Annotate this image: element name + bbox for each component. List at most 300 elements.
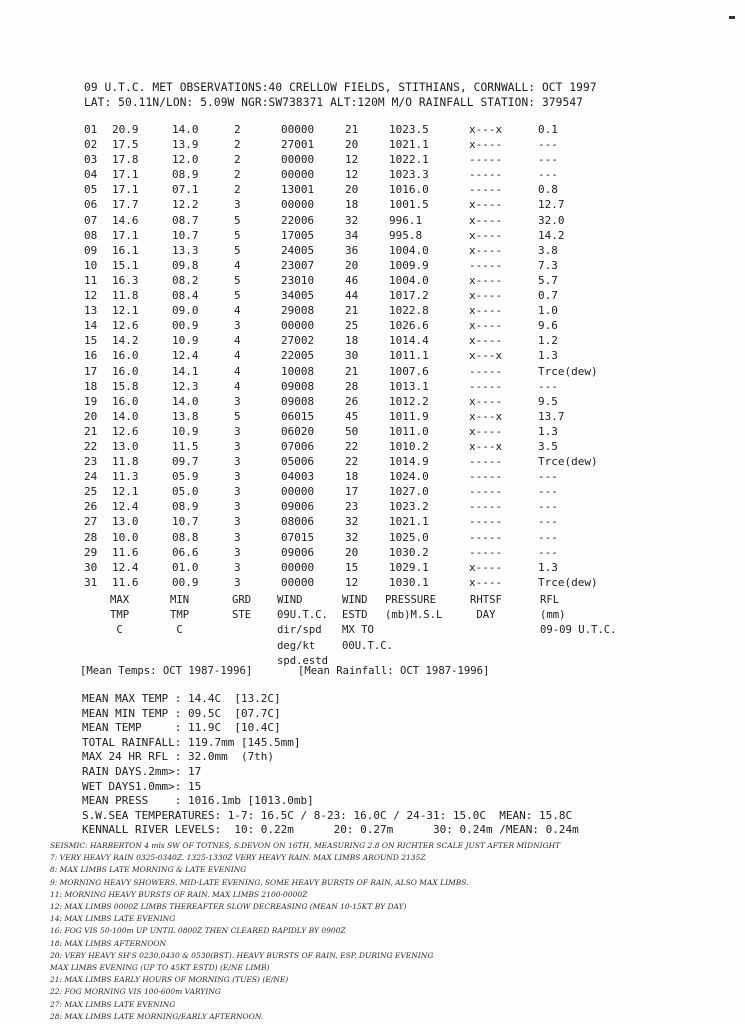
cell-wind-09utc: 07006 — [281, 439, 315, 453]
cell-pressure: 1013.1 — [389, 379, 429, 393]
cell-max-temp: 20.9 — [112, 123, 139, 136]
cell-pressure: 1007.6 — [389, 364, 429, 378]
note-line: 18: MAX LIMBS AFTERNOON — [50, 938, 167, 948]
col-min-tmp: MIN TMP C — [170, 594, 190, 637]
cell-wind-max-estd: 44 — [345, 289, 359, 303]
cell-max-temp: 14.2 — [112, 334, 139, 348]
cell-pressure: 1027.0 — [389, 485, 429, 499]
note-line: 12: MAX LIMBS 0000Z LIMBS THEREAFTER SLOW DECREASING (MEAN 10-15KT BY DAY) — [50, 902, 407, 912]
cell-wind-09utc: 00000 — [281, 198, 315, 212]
cell-rhtsf: x---x — [469, 409, 503, 423]
cell-day: 30 — [84, 560, 98, 574]
cell-rainfall: 1.2 — [538, 334, 558, 348]
cell-rainfall: 9.6 — [538, 319, 558, 333]
cell-wind-max-estd: 23 — [345, 500, 359, 514]
cell-wind-09utc: 04003 — [281, 470, 315, 484]
cell-day: 16 — [84, 349, 98, 363]
col-rfl: RFL (mm) 09-09 U.T.C. — [540, 594, 617, 637]
cell-day: 31 — [84, 575, 98, 589]
cell-rhtsf: ----- — [469, 153, 503, 167]
cell-rainfall: Trce(dew) — [538, 455, 598, 469]
cell-ground-state: 2 — [234, 183, 241, 197]
cell-rainfall: Trce(dew) — [538, 364, 598, 378]
cell-wind-max-estd: 15 — [345, 560, 359, 574]
cell-pressure: 1025.0 — [389, 530, 429, 544]
cell-day: 22 — [84, 439, 98, 453]
cell-min-temp: 10.9 — [172, 334, 199, 348]
cell-rhtsf: x---x — [469, 123, 503, 136]
cell-day: 02 — [84, 138, 98, 152]
cell-rhtsf: x---- — [469, 228, 503, 242]
cell-ground-state: 5 — [234, 243, 241, 257]
cell-rhtsf: x---- — [469, 560, 503, 574]
cell-rhtsf: x---- — [469, 289, 503, 303]
cell-pressure: 1023.2 — [389, 500, 429, 514]
stat-line: WET DAYS1.0mm>: 15 — [82, 779, 202, 793]
col-max-tmp: MAX TMP C — [110, 594, 130, 637]
cell-min-temp: 14.1 — [172, 364, 199, 378]
cell-rainfall: 14.2 — [538, 228, 565, 242]
note-line: 27: MAX LIMBS LATE EVENING — [50, 999, 176, 1009]
cell-max-temp: 11.8 — [112, 289, 139, 303]
cell-pressure: 1010.2 — [389, 439, 429, 453]
cell-wind-09utc: 34005 — [281, 289, 315, 303]
river-levels-line: KENNALL RIVER LEVELS: 10: 0.22m 20: 0.27m 30: 0.24m /MEAN: 0.24m — [82, 823, 579, 837]
cell-ground-state: 4 — [234, 304, 241, 318]
cell-rhtsf: ----- — [469, 455, 503, 469]
cell-pressure: 1023.5 — [389, 123, 429, 136]
cell-wind-max-estd: 20 — [345, 138, 359, 152]
cell-max-temp: 16.0 — [112, 349, 139, 363]
cell-wind-max-estd: 20 — [345, 545, 359, 559]
cell-wind-09utc: 23010 — [281, 273, 315, 287]
cell-wind-max-estd: 18 — [345, 198, 359, 212]
cell-day: 24 — [84, 470, 98, 484]
cell-max-temp: 14.6 — [112, 213, 139, 227]
cell-day: 28 — [84, 530, 98, 544]
cell-pressure: 1012.2 — [389, 394, 429, 408]
cell-rhtsf: ----- — [469, 470, 503, 484]
note-line: 22: FOG MORNING VIS 100-600m VARYING — [50, 987, 221, 997]
cell-day: 11 — [84, 273, 98, 287]
cell-wind-max-estd: 12 — [345, 168, 359, 182]
cell-rainfall: 3.8 — [538, 243, 558, 257]
cell-max-temp: 17.1 — [112, 168, 139, 182]
cell-max-temp: 12.1 — [112, 485, 139, 499]
cell-wind-max-estd: 50 — [345, 424, 359, 438]
cell-ground-state: 5 — [234, 273, 241, 287]
cell-pressure: 1030.2 — [389, 545, 429, 559]
cell-wind-09utc: 27002 — [281, 334, 315, 348]
cell-day: 04 — [84, 168, 98, 182]
cell-ground-state: 3 — [234, 455, 241, 469]
cell-ground-state: 4 — [234, 349, 241, 363]
note-line: 11: MORNING HEAVY BURSTS OF RAIN. MAX LIMBS 2100-0000Z — [50, 889, 308, 899]
sea-temps-line: S.W.SEA TEMPERATURES: 1-7: 16.5C / 8-23: 16.0C / 24-31: 15.0C MEAN: 15.8C — [82, 808, 573, 822]
cell-max-temp: 12.6 — [112, 319, 139, 333]
cell-wind-09utc: 00000 — [281, 319, 315, 333]
cell-wind-max-estd: 21 — [345, 123, 359, 136]
cell-pressure: 1030.1 — [389, 575, 429, 589]
cell-day: 05 — [84, 183, 98, 197]
cell-wind-09utc: 00000 — [281, 560, 315, 574]
cell-rhtsf: x---- — [469, 304, 503, 318]
stat-line: MAX 24 HR RFL : 32.0mm (7th) — [82, 750, 275, 764]
cell-wind-max-estd: 20 — [345, 258, 359, 272]
cell-wind-max-estd: 18 — [345, 470, 359, 484]
cell-wind-max-estd: 22 — [345, 455, 359, 469]
cell-ground-state: 2 — [234, 168, 241, 182]
cell-rainfall: 0.7 — [538, 289, 558, 303]
cell-ground-state: 5 — [234, 289, 241, 303]
cell-day: 10 — [84, 258, 98, 272]
cell-wind-09utc: 22005 — [281, 349, 315, 363]
cell-min-temp: 14.0 — [172, 123, 199, 136]
cell-ground-state: 5 — [234, 409, 241, 423]
header-line-2: LAT: 50.11N/LON: 5.09W NGR:SW738371 ALT:120M M/O RAINFALL STATION: 379547 — [84, 96, 583, 109]
cell-pressure: 1029.1 — [389, 560, 429, 574]
cell-wind-max-estd: 25 — [345, 319, 359, 333]
cell-min-temp: 12.0 — [172, 153, 199, 167]
stat-line: MEAN MAX TEMP : 14.4C [13.2C] — [82, 692, 281, 705]
cell-rhtsf: x---- — [469, 319, 503, 333]
cell-day: 01 — [84, 123, 98, 136]
cell-min-temp: 08.2 — [172, 273, 199, 287]
cell-wind-max-estd: 32 — [345, 530, 359, 544]
cell-rainfall: 13.7 — [538, 409, 565, 423]
cell-max-temp: 12.6 — [112, 424, 139, 438]
cell-ground-state: 4 — [234, 258, 241, 272]
cell-rhtsf: x---- — [469, 575, 503, 589]
cell-ground-state: 5 — [234, 213, 241, 227]
cell-rhtsf: ----- — [469, 258, 503, 272]
cell-pressure: 1011.9 — [389, 409, 429, 423]
cell-min-temp: 13.8 — [172, 409, 199, 423]
cell-rainfall: 5.7 — [538, 273, 558, 287]
cell-wind-max-estd: 34 — [345, 228, 359, 242]
cell-min-temp: 08.7 — [172, 213, 199, 227]
cell-max-temp: 11.6 — [112, 575, 139, 589]
cell-pressure: 1004.0 — [389, 273, 429, 287]
cell-rhtsf: ----- — [469, 545, 503, 559]
cell-max-temp: 12.4 — [112, 500, 139, 514]
cell-pressure: 1001.5 — [389, 198, 429, 212]
cell-day: 19 — [84, 394, 98, 408]
cell-rainfall: 32.0 — [538, 213, 565, 227]
cell-rainfall: 1.0 — [538, 304, 558, 318]
cell-max-temp: 11.3 — [112, 470, 139, 484]
cell-wind-09utc: 23007 — [281, 258, 315, 272]
cell-day: 15 — [84, 334, 98, 348]
cell-wind-09utc: 08006 — [281, 515, 315, 529]
cell-max-temp: 13.0 — [112, 515, 139, 529]
cell-wind-max-estd: 30 — [345, 349, 359, 363]
cell-wind-09utc: 17005 — [281, 228, 315, 242]
cell-wind-max-estd: 12 — [345, 575, 359, 589]
cell-ground-state: 3 — [234, 319, 241, 333]
cell-ground-state: 3 — [234, 560, 241, 574]
cell-rhtsf: ----- — [469, 364, 503, 378]
cell-rhtsf: x---- — [469, 394, 503, 408]
cell-max-temp: 17.5 — [112, 138, 139, 152]
cell-pressure: 1009.9 — [389, 258, 429, 272]
cell-min-temp: 13.3 — [172, 243, 199, 257]
cell-pressure: 1014.4 — [389, 334, 429, 348]
cell-min-temp: 09.7 — [172, 455, 199, 469]
cell-pressure: 1011.1 — [389, 349, 429, 363]
cell-day: 26 — [84, 500, 98, 514]
cell-pressure: 1024.0 — [389, 470, 429, 484]
cell-min-temp: 09.8 — [172, 258, 199, 272]
cell-rainfall: 1.3 — [538, 349, 558, 363]
cell-ground-state: 4 — [234, 379, 241, 393]
cell-max-temp: 10.0 — [112, 530, 139, 544]
cell-wind-09utc: 09006 — [281, 500, 315, 514]
cell-max-temp: 17.1 — [112, 183, 139, 197]
cell-pressure: 1022.1 — [389, 153, 429, 167]
cell-wind-max-estd: 36 — [345, 243, 359, 257]
cell-rainfall: --- — [538, 138, 558, 152]
note-line: MAX LIMBS EVENING (UP TO 45KT ESTD) (E/NE LIMB) — [50, 963, 270, 973]
cell-day: 06 — [84, 198, 98, 212]
cell-rainfall: 0.1 — [538, 123, 558, 136]
cell-rainfall: --- — [538, 485, 558, 499]
cell-min-temp: 10.7 — [172, 515, 199, 529]
cell-max-temp: 15.8 — [112, 379, 139, 393]
cell-rainfall: --- — [538, 500, 558, 514]
cell-day: 27 — [84, 515, 98, 529]
cell-rainfall: --- — [538, 515, 558, 529]
cell-wind-max-estd: 12 — [345, 153, 359, 167]
cell-max-temp: 14.0 — [112, 409, 139, 423]
cell-rhtsf: ----- — [469, 515, 503, 529]
cell-ground-state: 3 — [234, 545, 241, 559]
cell-max-temp: 16.1 — [112, 243, 139, 257]
cell-wind-09utc: 09006 — [281, 545, 315, 559]
cell-rainfall: 9.5 — [538, 394, 558, 408]
cell-ground-state: 2 — [234, 138, 241, 152]
cell-pressure: 1022.8 — [389, 304, 429, 318]
cell-pressure: 1021.1 — [389, 515, 429, 529]
cell-rainfall: 0.8 — [538, 183, 558, 197]
cell-rhtsf: ----- — [469, 168, 503, 182]
cell-wind-09utc: 00000 — [281, 123, 315, 136]
cell-min-temp: 12.3 — [172, 379, 199, 393]
cell-wind-09utc: 06015 — [281, 409, 315, 423]
mean-rain-header: [Mean Rainfall: OCT 1987-1996] — [298, 665, 490, 677]
cell-min-temp: 08.4 — [172, 289, 199, 303]
cell-wind-09utc: 07015 — [281, 530, 315, 544]
cell-max-temp: 12.4 — [112, 560, 139, 574]
cell-day: 21 — [84, 424, 98, 438]
cell-wind-09utc: 00000 — [281, 168, 315, 182]
cell-max-temp: 13.0 — [112, 439, 139, 453]
cell-rainfall: 3.5 — [538, 439, 558, 453]
cell-rhtsf: ----- — [469, 485, 503, 499]
cell-wind-max-estd: 21 — [345, 364, 359, 378]
cell-wind-max-estd: 26 — [345, 394, 359, 408]
note-line: 8: MAX LIMBS LATE MORNING & LATE EVENING — [50, 865, 247, 875]
stat-line: RAIN DAYS.2mm>: 17 — [82, 764, 202, 778]
cell-ground-state: 3 — [234, 575, 241, 589]
note-line: 20: VERY HEAVY SH'S 0230,0430 & 0530(BST). HEAVY BURSTS OF RAIN, ESP. DURING EVENING — [50, 950, 434, 960]
cell-day: 03 — [84, 153, 98, 167]
cell-wind-09utc: 27001 — [281, 138, 315, 152]
cell-wind-max-estd: 21 — [345, 304, 359, 318]
cell-rhtsf: x---- — [469, 243, 503, 257]
cell-min-temp: 12.4 — [172, 349, 199, 363]
col-rhtsf: RHTSF DAY — [470, 594, 502, 622]
cell-day: 18 — [84, 379, 98, 393]
note-line: 28: MAX LIMBS LATE MORNING/EARLY AFTERNOON. — [50, 1011, 264, 1021]
stat-line: MEAN TEMP : 11.9C [10.4C] — [82, 721, 281, 735]
cell-pressure: 1017.2 — [389, 289, 429, 303]
cell-min-temp: 10.9 — [172, 424, 199, 438]
cell-day: 20 — [84, 409, 98, 423]
cell-rainfall: --- — [538, 153, 558, 167]
cell-ground-state: 2 — [234, 123, 241, 136]
cell-ground-state: 3 — [234, 500, 241, 514]
stat-line: MEAN PRESS : 1016.1mb [1013.0mb] — [82, 794, 314, 808]
cell-pressure: 996.1 — [389, 213, 423, 227]
cell-day: 29 — [84, 545, 98, 559]
cell-min-temp: 14.0 — [172, 394, 199, 408]
cell-min-temp: 00.9 — [172, 319, 199, 333]
cell-day: 23 — [84, 455, 98, 469]
cell-wind-09utc: 29008 — [281, 304, 315, 318]
cell-wind-09utc: 09008 — [281, 379, 315, 393]
cell-day: 12 — [84, 289, 98, 303]
note-line: 21: MAX LIMBS EARLY HOURS OF MORNING (TUES) (E/NE) — [50, 975, 289, 985]
cell-wind-09utc: 00000 — [281, 485, 315, 499]
mean-temps-header: [Mean Temps: OCT 1987-1996] — [80, 665, 253, 677]
cell-rhtsf: x---- — [469, 138, 503, 152]
cell-wind-09utc: 24005 — [281, 243, 315, 257]
cell-wind-09utc: 00000 — [281, 153, 315, 167]
cell-rainfall: --- — [538, 168, 558, 182]
cell-day: 14 — [84, 319, 98, 333]
cell-wind-09utc: 09008 — [281, 394, 315, 408]
cell-wind-max-estd: 20 — [345, 183, 359, 197]
cell-max-temp: 11.8 — [112, 455, 139, 469]
cell-wind-09utc: 22006 — [281, 213, 315, 227]
scan-mark — [729, 16, 735, 19]
cell-pressure: 1023.3 — [389, 168, 429, 182]
col-grd-ste: GRD STE — [232, 594, 252, 622]
cell-rhtsf: x---x — [469, 349, 503, 363]
note-line: 7: VERY HEAVY RAIN 0325-0340Z. 1325-1330Z VERY HEAVY RAIN. MAX LIMBS AROUND 2135Z — [50, 853, 426, 863]
cell-day: 07 — [84, 213, 98, 227]
cell-min-temp: 01.0 — [172, 560, 199, 574]
cell-pressure: 1014.9 — [389, 455, 429, 469]
cell-ground-state: 3 — [234, 470, 241, 484]
cell-min-temp: 08.9 — [172, 168, 199, 182]
cell-rainfall: 1.3 — [538, 560, 558, 574]
col-wind-estd: WIND ESTD MX TO 00U.T.C. — [342, 594, 394, 652]
cell-wind-09utc: 10008 — [281, 364, 315, 378]
cell-min-temp: 00.9 — [172, 575, 199, 589]
cell-max-temp: 17.7 — [112, 198, 139, 212]
cell-wind-09utc: 06020 — [281, 424, 315, 438]
cell-rhtsf: ----- — [469, 379, 503, 393]
cell-ground-state: 3 — [234, 485, 241, 499]
cell-ground-state: 2 — [234, 153, 241, 167]
cell-max-temp: 11.6 — [112, 545, 139, 559]
cell-rhtsf: x---- — [469, 198, 503, 212]
cell-wind-09utc: 05006 — [281, 455, 315, 469]
cell-day: 09 — [84, 243, 98, 257]
cell-min-temp: 10.7 — [172, 228, 199, 242]
cell-rainfall: 1.3 — [538, 424, 558, 438]
cell-rainfall: --- — [538, 530, 558, 544]
cell-min-temp: 08.8 — [172, 530, 199, 544]
cell-pressure: 1011.0 — [389, 424, 429, 438]
cell-max-temp: 17.8 — [112, 153, 139, 167]
cell-wind-max-estd: 45 — [345, 409, 359, 423]
cell-ground-state: 5 — [234, 228, 241, 242]
cell-wind-max-estd: 17 — [345, 485, 359, 499]
cell-rainfall: 7.3 — [538, 258, 558, 272]
cell-min-temp: 05.0 — [172, 485, 199, 499]
cell-wind-max-estd: 32 — [345, 515, 359, 529]
cell-ground-state: 3 — [234, 439, 241, 453]
cell-day: 08 — [84, 228, 98, 242]
note-line: 9: MORNING HEAVY SHOWERS. MID-LATE EVENING, SOME HEAVY BURSTS OF RAIN, ALSO MAX LIMBS. — [50, 877, 469, 887]
cell-max-temp: 15.1 — [112, 258, 139, 272]
cell-rhtsf: ----- — [469, 500, 503, 514]
cell-ground-state: 4 — [234, 334, 241, 348]
cell-ground-state: 3 — [234, 515, 241, 529]
cell-min-temp: 09.0 — [172, 304, 199, 318]
cell-wind-max-estd: 18 — [345, 334, 359, 348]
cell-wind-max-estd: 28 — [345, 379, 359, 393]
cell-ground-state: 3 — [234, 424, 241, 438]
cell-wind-09utc: 00000 — [281, 575, 315, 589]
cell-rhtsf: x---x — [469, 439, 503, 453]
cell-min-temp: 08.9 — [172, 500, 199, 514]
note-line: 16: FOG VIS 50-100m UP UNTIL 0800Z THEN CLEARED RAPIDLY BY 0900Z — [50, 926, 346, 936]
cell-rhtsf: x---- — [469, 424, 503, 438]
stat-line: MEAN MIN TEMP : 09.5C [07.7C] — [82, 706, 281, 720]
cell-pressure: 1021.1 — [389, 138, 429, 152]
col-wind: WIND 09U.T.C. dir/spd deg/kt spd.estd — [277, 594, 329, 667]
cell-rainfall: Trce(dew) — [538, 575, 598, 589]
cell-ground-state: 3 — [234, 394, 241, 408]
stat-line: TOTAL RAINFALL: 119.7mm [145.5mm] — [82, 735, 301, 749]
cell-min-temp: 12.2 — [172, 198, 199, 212]
monthly-stats — [82, 692, 579, 838]
col-pressure: PRESSURE (mb)M.S.L — [385, 594, 443, 622]
cell-ground-state: 3 — [234, 198, 241, 212]
note-line: 14: MAX LIMBS LATE EVENING — [50, 914, 176, 924]
handwritten-notes — [50, 840, 560, 1023]
cell-max-temp: 17.1 — [112, 228, 139, 242]
cell-min-temp: 11.5 — [172, 439, 199, 453]
header-line-1: 09 U.T.C. MET OBSERVATIONS:40 CRELLOW FIELDS, STITHIANS, CORNWALL: OCT 1997 — [84, 81, 597, 94]
cell-max-temp: 16.0 — [112, 394, 139, 408]
cell-day: 13 — [84, 304, 98, 318]
cell-rainfall: --- — [538, 545, 558, 559]
cell-wind-09utc: 13001 — [281, 183, 315, 197]
cell-min-temp: 13.9 — [172, 138, 199, 152]
cell-ground-state: 4 — [234, 364, 241, 378]
cell-pressure: 1016.0 — [389, 183, 429, 197]
cell-wind-max-estd: 32 — [345, 213, 359, 227]
cell-pressure: 1026.6 — [389, 319, 429, 333]
cell-min-temp: 07.1 — [172, 183, 199, 197]
cell-rainfall: --- — [538, 379, 558, 393]
cell-max-temp: 16.0 — [112, 364, 139, 378]
